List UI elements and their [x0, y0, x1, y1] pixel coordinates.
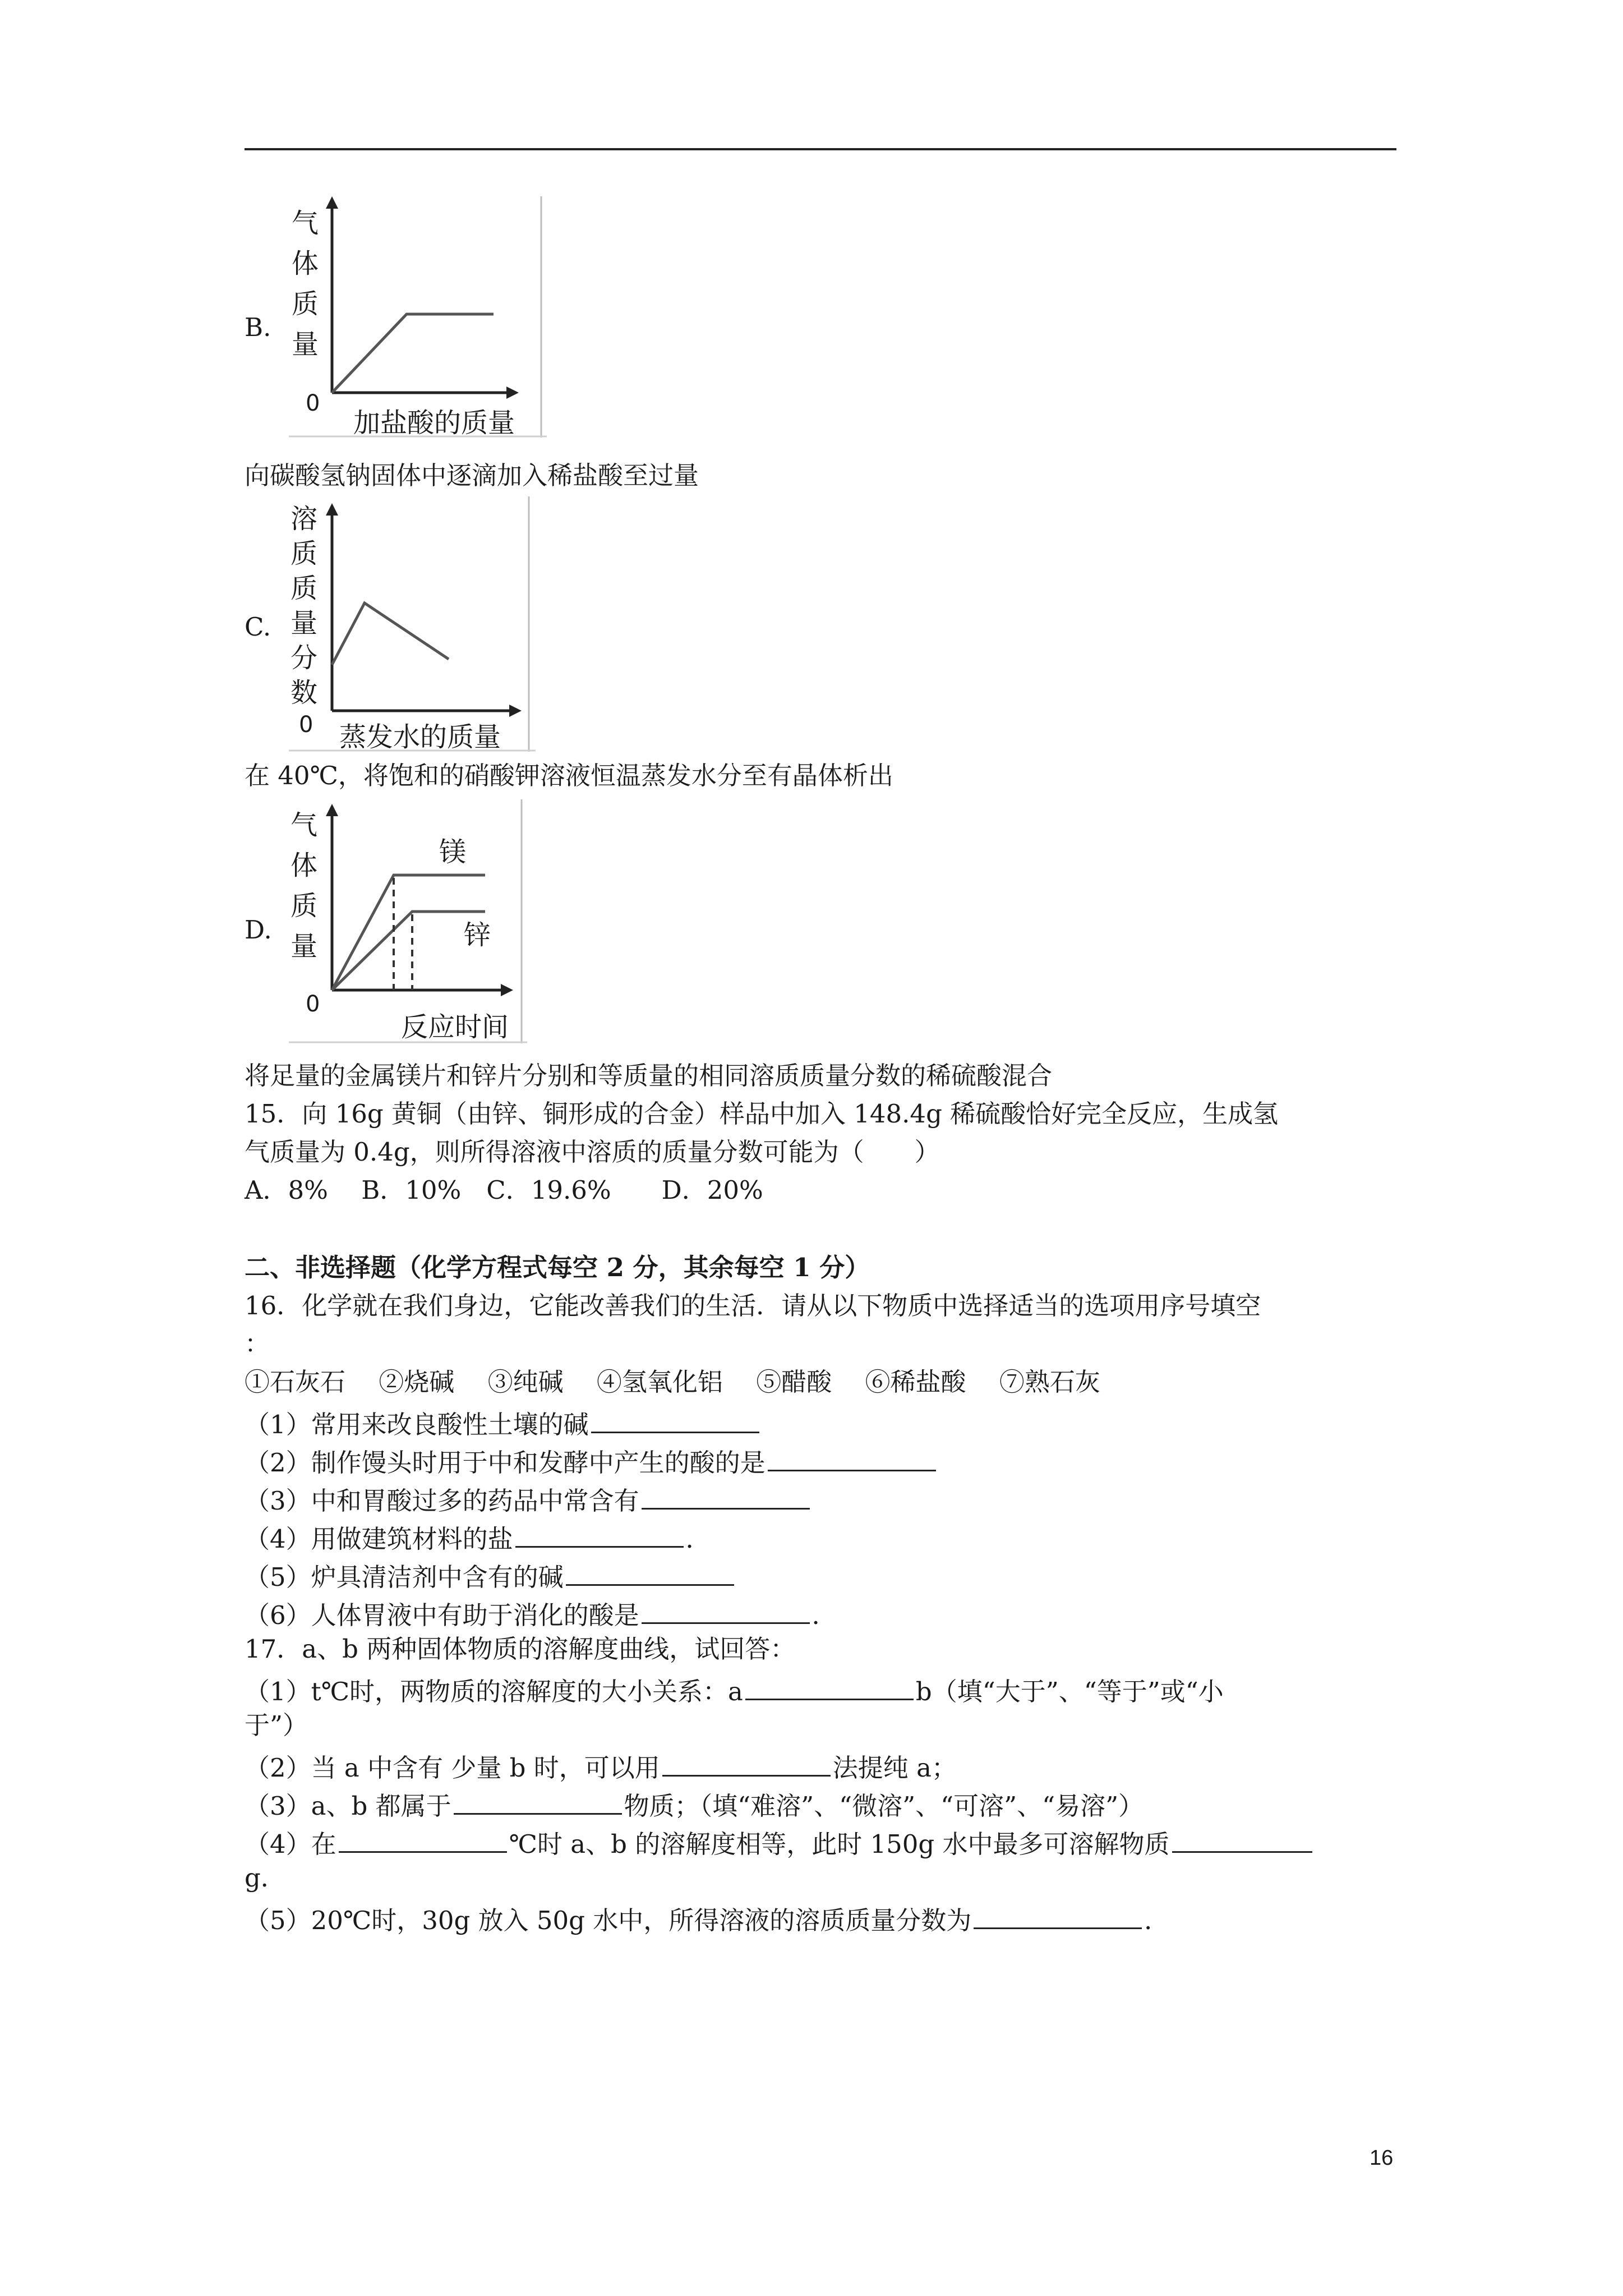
y-axis-arrow: [326, 804, 338, 816]
q17-part4-cont: g．: [245, 1863, 286, 1893]
x-label: 反应时间: [401, 1011, 509, 1043]
caption-c: 在 40℃，将饱和的硝酸钾溶液恒温蒸发水分至有晶体析出: [245, 761, 893, 790]
q16-choices: ①石灰石 ②烧碱 ③纯碱 ④氢氧化铝 ⑤醋酸 ⑥稀盐酸 ⑦熟石灰: [245, 1367, 1100, 1397]
q16-item-2: [245, 1443, 938, 1479]
q16-item-5: [245, 1557, 736, 1593]
q17-part1: [245, 1672, 1224, 1708]
x-label: 蒸发水的质量: [339, 721, 501, 752]
q16-item-6: [245, 1595, 837, 1631]
q16-item-6-tail: ．: [811, 1600, 837, 1630]
answer-blank[interactable]: [662, 1748, 831, 1777]
section2-title: 二、非选择题（化学方程式每空 2 分，其余每空 1 分）: [245, 1253, 870, 1282]
option-c-label: C.: [245, 612, 271, 642]
caption-d: 将足量的金属镁片和锌片分别和等质量的相同溶质质量分数的稀硫酸混合: [245, 1061, 1053, 1091]
q17-p1-text: （1）t℃时，两物质的溶解度的大小关系：a: [245, 1677, 743, 1706]
answer-blank[interactable]: [591, 1405, 759, 1433]
answer-blank[interactable]: [566, 1557, 734, 1586]
zinc-curve: [332, 912, 485, 990]
q17-p3-text-2: 物质；（填“难溶”、“微溶”、“可溶”、“易溶”）: [624, 1791, 1144, 1821]
q17-p2-text: （2）当 a 中含有 少量 b 时，可以用: [245, 1753, 660, 1783]
x-axis-arrow: [506, 386, 519, 399]
q15-line1: 15．向 16g 黄铜（由锌、铜形成的合金）样品中加入 148.4g 稀硫酸恰好完全反应，生成氢: [245, 1099, 1279, 1129]
q16-item-2-text: （2）制作馒头时用于中和发酵中产生的酸的是: [245, 1448, 766, 1478]
q17-part5: [245, 1901, 1169, 1936]
y-axis-arrow: [326, 196, 338, 209]
q16-item-3-text: （3）中和胃酸过多的药品中常含有: [245, 1486, 639, 1516]
origin-label: 0: [299, 712, 313, 738]
q17-intro: 17．a、b 两种固体物质的溶解度曲线，试回答：: [245, 1634, 796, 1664]
answer-blank[interactable]: [768, 1443, 936, 1471]
q17-p4-text: （4）在: [245, 1829, 336, 1859]
series-magnesium-label: 镁: [439, 836, 467, 868]
answer-blank[interactable]: [642, 1481, 810, 1510]
q17-part2: [245, 1748, 957, 1784]
y-label-1: 气: [291, 809, 318, 841]
q17-p2-text-2: 法提纯 a；: [832, 1753, 957, 1783]
q16-line2: ：: [245, 1329, 270, 1359]
origin-label: 0: [306, 390, 320, 416]
x-label: 加盐酸的质量: [353, 407, 515, 438]
q17-part1-cont: 于”）: [245, 1710, 308, 1740]
y-label-3: 质: [292, 288, 319, 320]
y-label-4: 量: [292, 329, 319, 360]
y-label-2: 质: [291, 538, 318, 569]
answer-blank[interactable]: [1172, 1824, 1312, 1853]
answer-blank[interactable]: [974, 1901, 1142, 1929]
origin-label: 0: [306, 991, 320, 1017]
answer-blank[interactable]: [454, 1786, 622, 1815]
y-label-6: 数: [291, 677, 318, 708]
option-b-label: B.: [245, 312, 271, 342]
q15-line2: 气质量为 0.4g，则所得溶液中溶质的质量分数可能为（ ）: [245, 1137, 940, 1167]
y-label-4: 量: [291, 931, 318, 962]
q16-item-1: [245, 1405, 762, 1441]
graph-b: [289, 196, 547, 438]
answer-blank[interactable]: [339, 1824, 507, 1853]
q15-options: A．8% B．10% C．19.6% D．20%: [245, 1175, 763, 1205]
q17-p3-text: （3）a、b 都属于: [245, 1791, 451, 1821]
answer-blank[interactable]: [745, 1672, 914, 1700]
magnesium-curve: [332, 875, 485, 990]
x-axis-arrow: [501, 984, 513, 996]
y-axis-arrow: [326, 503, 338, 516]
option-d-label: D.: [245, 915, 272, 945]
q16-item-1-text: （1）常用来改良酸性土壤的碱: [245, 1410, 589, 1439]
answer-blank[interactable]: [515, 1519, 684, 1548]
q17-p5-text: （5）20℃时，30g 放入 50g 水中，所得溶液的溶质质量分数为: [245, 1906, 972, 1935]
q16-item-6-text: （6）人体胃液中有助于消化的酸是: [245, 1600, 639, 1630]
y-label-5: 分: [291, 642, 318, 674]
q16-line1: 16．化学就在我们身边，它能改善我们的生活．请从以下物质中选择适当的选项用序号填空: [245, 1291, 1261, 1320]
graph-d: [289, 799, 527, 1043]
y-label-4: 量: [291, 608, 318, 639]
q16-item-4: [245, 1519, 711, 1555]
y-label-2: 体: [292, 248, 319, 279]
q16-item-3: [245, 1481, 812, 1517]
q17-p5-text-2: ．: [1144, 1906, 1170, 1935]
q17-part3: [245, 1786, 1144, 1822]
q17-p1-text-2: b（填“大于”、“等于”或“小: [915, 1677, 1224, 1706]
y-label-3: 质: [291, 890, 318, 922]
x-axis-arrow: [509, 705, 522, 717]
q17-p4-text-2: ℃时 a、b 的溶解度相等，此时 150g 水中最多可溶解物质: [509, 1829, 1170, 1859]
page-number: 16: [1370, 2146, 1394, 2170]
caption-b: 向碳酸氢钠固体中逐滴加入稀盐酸至过量: [245, 461, 699, 490]
curve: [332, 603, 449, 665]
q16-item-5-text: （5）炉具清洁剂中含有的碱: [245, 1562, 564, 1592]
q16-item-4-text: （4）用做建筑材料的盐: [245, 1524, 513, 1554]
header-rule: [245, 148, 1396, 150]
y-label-1: 溶: [291, 503, 318, 535]
curve: [332, 314, 494, 393]
graph-c: [289, 496, 536, 752]
answer-blank[interactable]: [642, 1595, 810, 1624]
series-zinc-label: 锌: [464, 919, 491, 951]
q16-item-4-tail: ．: [685, 1524, 711, 1554]
y-label-1: 气: [292, 208, 319, 239]
q17-part4: [245, 1824, 1315, 1860]
y-label-3: 质: [291, 573, 318, 604]
y-label-2: 体: [291, 850, 318, 881]
